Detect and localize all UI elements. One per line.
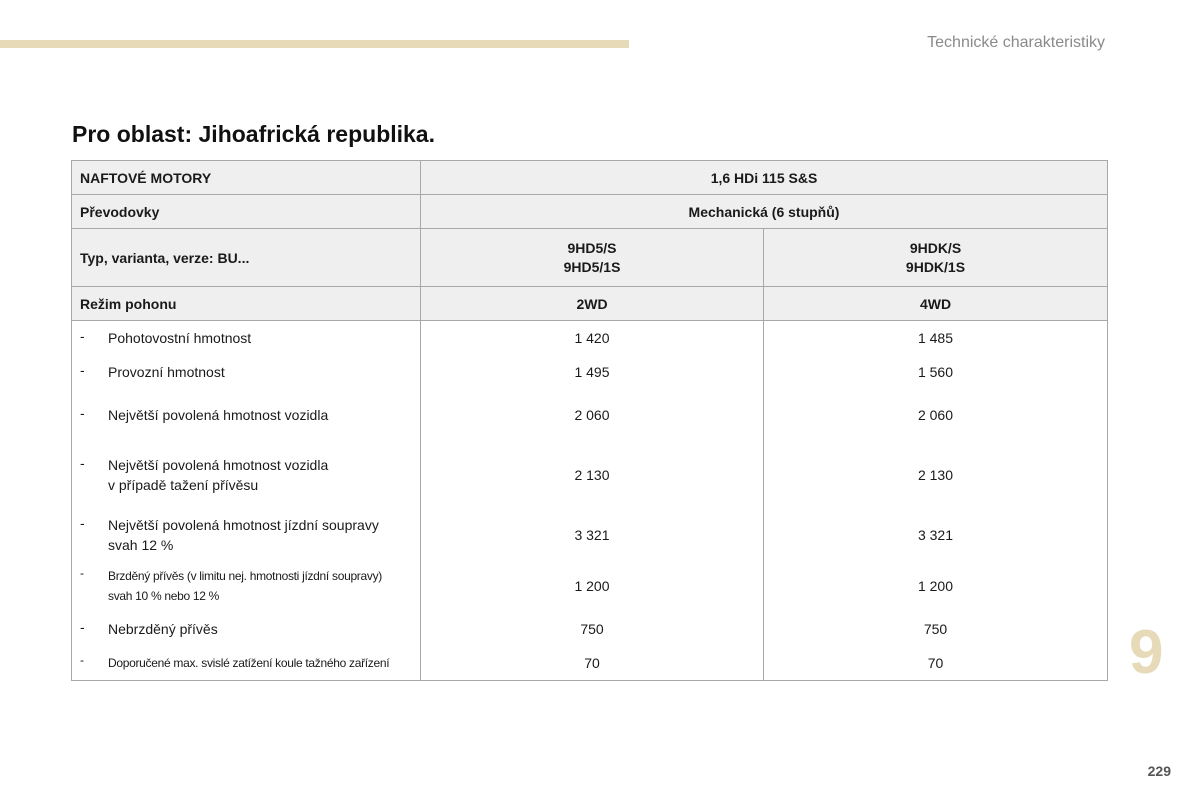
table-row-gearbox [72, 195, 1108, 229]
row-label [108, 515, 379, 555]
row-value-col1: 3 321 [421, 509, 764, 561]
row-label-line2: svah 12 % [108, 536, 174, 553]
row-dash: - [80, 454, 85, 471]
row-label [108, 566, 382, 606]
gearbox-label: Převodovky [72, 195, 421, 229]
table-row [72, 355, 1108, 389]
section-title: Technické charakteristiky [927, 34, 1105, 51]
row-label-line1: Brzděný přívěs (v limitu nej. hmotnosti jízdní soupravy) [108, 568, 382, 583]
row-value-col1: 70 [421, 647, 764, 681]
table-row [72, 509, 1108, 561]
row-value-col2: 2 060 [764, 389, 1108, 441]
table-row [72, 647, 1108, 681]
row-dash: - [80, 361, 85, 378]
row-label: Nebrzděný přívěs [108, 620, 218, 637]
row-label-line2: svah 10 % nebo 12 % [108, 588, 220, 603]
type-col1 [421, 229, 764, 287]
drive-col2: 4WD [764, 287, 1108, 321]
row-dash: - [80, 653, 84, 668]
row-value-col1: 1 495 [421, 355, 764, 389]
row-label: Pohotovostní hmotnost [108, 329, 252, 346]
row-value-col1: 2 060 [421, 389, 764, 441]
header-accent-bar [0, 40, 629, 48]
row-value-col1: 1 200 [421, 561, 764, 611]
row-label: Doporučené max. svislé zatížení koule tažného zařízení [108, 656, 390, 671]
row-dash: - [80, 404, 85, 421]
row-value-col1: 1 420 [421, 321, 764, 355]
row-value-col1: 750 [421, 611, 764, 647]
chapter-number: 9 [1129, 618, 1164, 687]
type-col2 [764, 229, 1108, 287]
spec-table [71, 160, 1108, 681]
row-dash: - [80, 565, 84, 580]
row-value-col2: 750 [764, 611, 1108, 647]
table-row [72, 389, 1108, 441]
table-row [72, 321, 1108, 355]
row-value-col2: 3 321 [764, 509, 1108, 561]
row-value-col1: 2 130 [421, 441, 764, 509]
row-label: Provozní hmotnost [108, 363, 225, 380]
type-label: Typ, varianta, verze: BU... [72, 229, 421, 287]
table-row-drive [72, 287, 1108, 321]
page-number: 229 [1147, 763, 1171, 779]
row-value-col2: 70 [764, 647, 1108, 681]
type-col2-line1: 9HDK/S [909, 239, 962, 256]
row-label: Největší povolená hmotnost vozidla [108, 406, 329, 423]
type-col1-line2: 9HD5/1S [563, 258, 621, 275]
row-label-line1: Největší povolená hmotnost jízdní soupravy [108, 516, 379, 533]
engine-label: NAFTOVÉ MOTORY [72, 161, 421, 195]
row-dash: - [80, 514, 85, 531]
gearbox-value: Mechanická (6 stupňů) [421, 195, 1108, 229]
page-heading: Pro oblast: Jihoafrická republika. [72, 121, 435, 147]
table-row-type [72, 229, 1108, 287]
row-value-col2: 2 130 [764, 441, 1108, 509]
row-label [108, 455, 328, 495]
drive-col1: 2WD [421, 287, 764, 321]
engine-value: 1,6 HDi 115 S&S [421, 161, 1108, 195]
row-value-col2: 1 200 [764, 561, 1108, 611]
row-dash: - [80, 618, 85, 635]
table-row [72, 441, 1108, 509]
row-value-col2: 1 485 [764, 321, 1108, 355]
type-col2-line2: 9HDK/1S [905, 258, 966, 275]
row-value-col2: 1 560 [764, 355, 1108, 389]
row-label-line2: v případě tažení přívěsu [108, 476, 259, 493]
row-dash: - [80, 327, 85, 344]
table-row [72, 611, 1108, 647]
table-row [72, 561, 1108, 611]
type-col1-line1: 9HD5/S [567, 239, 617, 256]
table-row-engine [72, 161, 1108, 195]
row-label-line1: Největší povolená hmotnost vozidla [108, 456, 329, 473]
drive-label: Režim pohonu [72, 287, 421, 321]
